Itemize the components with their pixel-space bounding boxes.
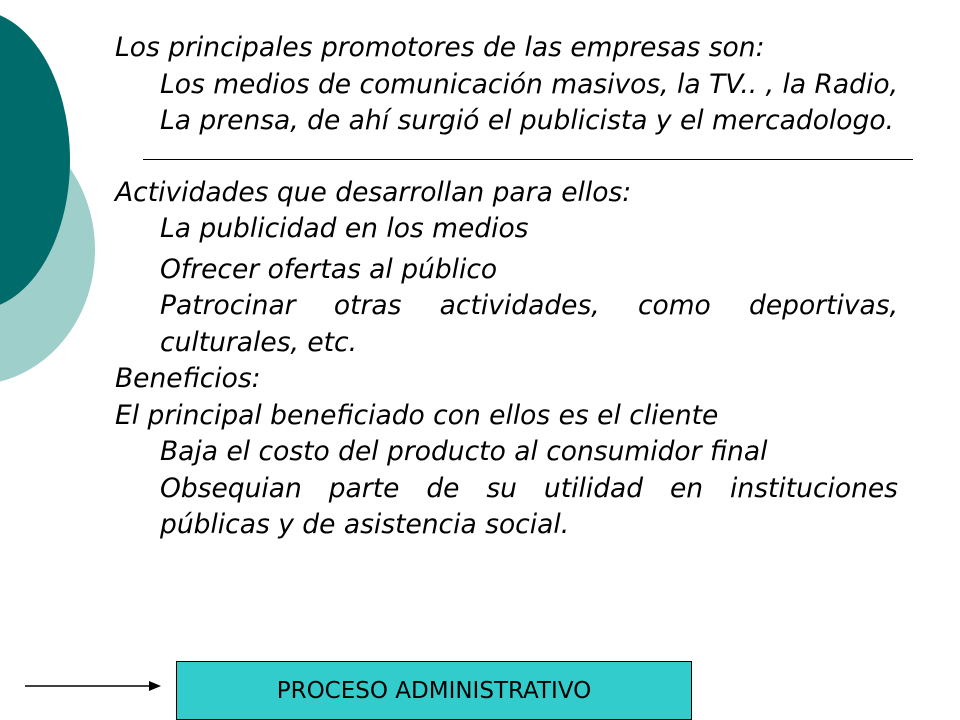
beneficios-heading: Beneficios: (115, 363, 261, 394)
actividad-item: La publicidad en los medios (160, 213, 529, 244)
promotores-paragraph (115, 30, 898, 140)
actividad-item: Ofrecer ofertas al público (160, 253, 498, 285)
beneficio-item: Obsequian parte de su utilidad en instituciones públicas y de asistencia social. (160, 472, 898, 540)
proceso-administrativo-button[interactable] (176, 661, 692, 720)
actividades-heading: Actividades que desarrollan para ellos: (115, 176, 632, 208)
beneficio-item: Baja el costo del producto al consumidor final (160, 436, 768, 467)
arrow-right-icon (25, 676, 165, 696)
beneficios-intro: El principal beneficiado con ellos es el cliente (115, 399, 719, 431)
proceso-administrativo-label: PROCESO ADMINISTRATIVO (276, 677, 592, 704)
promotores-heading: Los principales promotores de las empresas son: (115, 32, 765, 63)
promotores-body: Los medios de comunicación masivos, la TV.. , la Radio, La prensa, de ahí surgió el publicista y el mercadologo. (160, 68, 898, 136)
actividad-item: Patrocinar otras actividades, como deportivas, culturales, etc. (160, 290, 898, 358)
slide-content (115, 30, 898, 544)
